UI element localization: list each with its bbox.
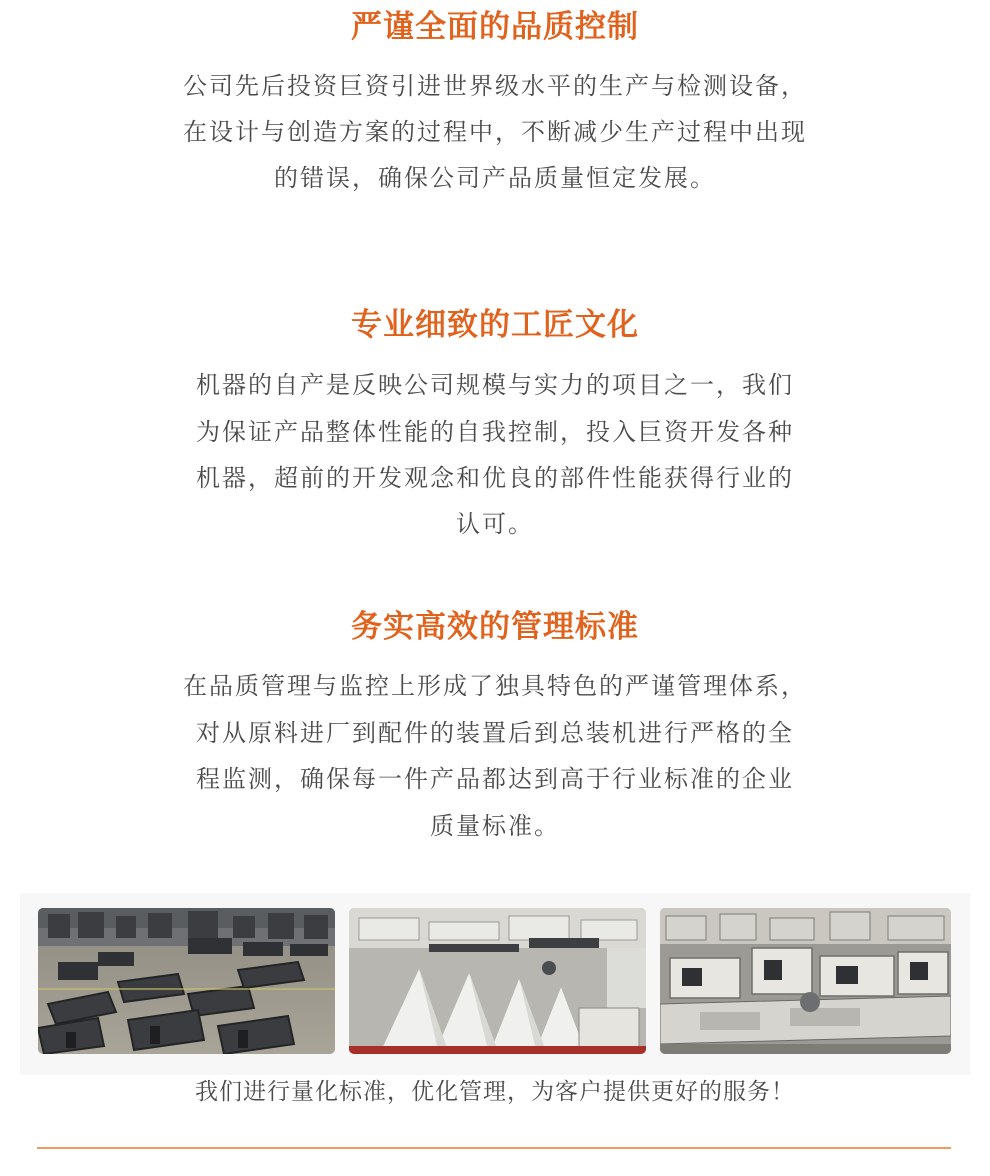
paragraph-line: 机器，超前的开发观念和优良的部件性能获得行业的: [196, 464, 794, 492]
paragraph-line: 公司先后投资巨资引进世界级水平的生产与检测设备，: [183, 72, 807, 100]
paragraph-line: 机器的自产是反映公司规模与实力的项目之一，我们: [196, 371, 794, 399]
paragraph-line: 为保证产品整体性能的自我控制，投入巨资开发各种: [196, 418, 794, 446]
paragraph-line: 对从原料进厂到配件的装置后到总装机进行严格的全: [196, 719, 794, 747]
paragraph-line: 认可。: [456, 510, 534, 538]
assembled-machines-photo: [660, 908, 951, 1054]
paragraph-line: 的错误，确保公司产品质量恒定发展。: [274, 164, 716, 192]
paragraph-line: 程监测，确保每一件产品都达到高于行业标准的企业: [196, 765, 794, 793]
paragraph-line: 质量标准。: [430, 812, 560, 840]
photo-gallery: [20, 893, 970, 1075]
paragraph-line: 在设计与创造方案的过程中，不断减少生产过程中出现: [183, 118, 807, 146]
section-title-craftsman-culture: 专业细致的工匠文化: [351, 307, 639, 343]
factory-frames-photo: [38, 908, 335, 1054]
section-title-management-standard: 务实高效的管理标准: [351, 609, 639, 645]
service-caption: 我们进行量化标准，优化管理，为客户提供更好的服务！: [195, 1079, 795, 1105]
section-title-quality-control: 严谨全面的品质控制: [351, 9, 639, 45]
machine-parts-photo: [349, 908, 646, 1054]
paragraph-line: 在品质管理与监控上形成了独具特色的严谨管理体系，: [183, 672, 807, 700]
divider-line: [37, 1147, 951, 1149]
